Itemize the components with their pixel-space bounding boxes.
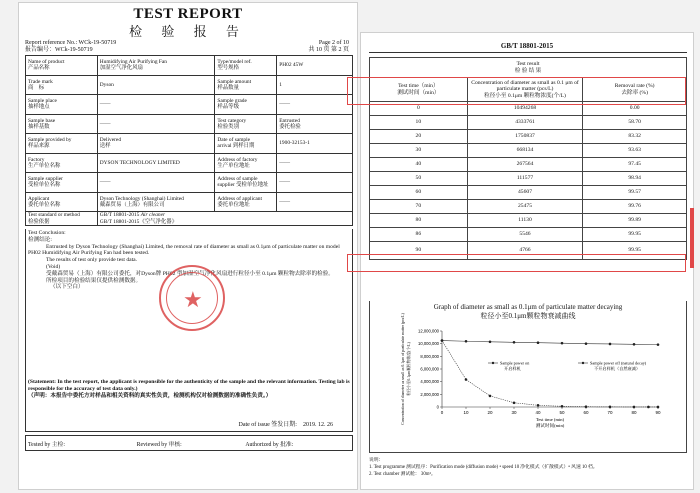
y-tick-label: 0	[436, 404, 439, 410]
series-line-0	[442, 341, 658, 407]
y-axis-label-cn: 粒径小至0.1μm颗粒物浓度(个/L)	[407, 342, 411, 396]
series-0-point	[465, 378, 468, 381]
series-1-point	[609, 343, 612, 346]
x-axis-label: Test time (min)	[535, 417, 565, 422]
header-test-time: Test time（min） 测试时间（min）	[370, 78, 468, 102]
report-title: TEST REPORT	[133, 6, 243, 22]
series-1-point	[561, 342, 564, 345]
series-1-point	[513, 341, 516, 344]
report-info-row: Factory 生产单位名称 DYSON TECHNOLOGY LIMITED Address of factory 生产单位地址 ——	[26, 153, 353, 173]
report-info-row: Name of product 产品名称 Humidifying Air Purifying Fan 加湿空气净化风扇 Type/model ref. 型号规格 PH02 45W	[26, 56, 353, 76]
authorized-by: Authorized by 批准:	[245, 441, 294, 448]
series-0-point	[489, 395, 492, 398]
series-0-point	[657, 406, 660, 409]
standard-row: Test standard or method 检验依据 GB/T 18801-2015 Air cleaner GB/T 18801-2015《空气净化器》	[26, 212, 353, 226]
series-0-point	[537, 404, 540, 407]
result-row: 0 10494268 0.00	[370, 102, 687, 116]
series-0-point	[633, 406, 636, 409]
header-divider	[369, 52, 687, 53]
y-tick-label: 2,000,000	[420, 391, 439, 397]
x-tick-label: 30	[511, 410, 517, 415]
series-1-point	[465, 340, 468, 343]
result-row: 70 25475 99.76	[370, 200, 687, 214]
result-row: 86 5546 99.95	[370, 228, 687, 242]
official-seal-stamp: ★	[159, 265, 225, 331]
page-number: Page 2 of 10 共 10 页 第 2 页	[308, 40, 349, 53]
legend-label-cn-0: 开启样机	[504, 366, 521, 371]
legend-label-1: Sample power off (natural decay)	[590, 360, 647, 366]
tested-by: Tested by 主检:	[28, 441, 65, 448]
standard-header: GB/T 18801-2015	[500, 42, 554, 50]
result-row: 90 4766 99.95	[370, 242, 687, 260]
conclusion-en-2: The results of test only provide test data.	[46, 257, 138, 264]
y-tick-label: 10,000,000	[418, 341, 439, 347]
legend-label-cn-1: 不开启样机（自然衰减）	[594, 366, 641, 371]
void-cn: （以下空白）	[50, 284, 84, 291]
x-tick-label: 40	[535, 410, 541, 415]
y-tick-label: 4,000,000	[420, 379, 439, 385]
issue-date: Date of issue 签发日期: 2019. 12. 26	[238, 422, 333, 428]
chart-title: Graph of diameter as small as 0.1μm of particulate matter decaying 粒径小至0.1μm颗粒物衰减曲线	[433, 303, 623, 320]
x-tick-label: 70	[607, 410, 613, 415]
conclusion-label: Test Conclusion: 检测结论:	[28, 230, 66, 243]
decay-plot	[370, 301, 688, 453]
report-info-table	[25, 55, 353, 226]
legend-marker-0	[492, 362, 494, 364]
report-title-cn: 检 验 报 告	[129, 24, 247, 39]
x-axis-label-cn: 测试时间(min)	[535, 423, 565, 428]
y-tick-label: 8,000,000	[420, 353, 439, 359]
result-row: 40 267564 97.45	[370, 158, 687, 172]
series-0-point	[647, 406, 650, 409]
x-tick-label: 50	[559, 410, 565, 415]
series-1-point	[489, 340, 492, 343]
statement-en: (Statement: In the test report, the applicant is responsible for the authenticity of the sample and the relevant information. Testing lab is responsible for the accuracy of test data only.)	[28, 379, 350, 392]
y-tick-label: 6,000,000	[420, 366, 439, 372]
signature-row	[25, 435, 353, 451]
conclusion-cn-2: 所检项目的检验结果仅提供检测数据。	[46, 277, 142, 284]
report-reference: Report reference No.: WCk-19-50719 报告编号：WCk-19-50719	[25, 40, 117, 53]
result-row: 10 4333761 58.70	[370, 116, 687, 130]
result-row: 30 668134 93.63	[370, 144, 687, 158]
conclusion-en: Entrusted by Dyson Technology (Shanghai) Limited, the removal rate of diameter as small as 0.1μm of particulate matter on model PH02 Humidifying Air Purifying Fan had been tested.	[28, 243, 340, 257]
series-1-point	[633, 343, 636, 346]
result-caption-row: Test result 检 验 结 果	[370, 58, 687, 78]
conclusion-cn: 受戴森贸易（上海）有限公司委托，对Dyson牌 PH02 型加湿空气净化风扇进行粒径小至 0.1μm 颗粒物去除率的检验。	[46, 270, 334, 277]
report-info-row: Sample place 抽样地点 —— Sample grade 样品等级 ——	[26, 95, 353, 115]
decay-graph	[369, 301, 687, 453]
y-tick-label: 12,000,000	[418, 328, 439, 334]
y-axis-label: Concentration of diameter as small as 0.1μm of particulate matter (pcs/L)	[401, 313, 405, 425]
series-line-1	[442, 341, 658, 345]
edge-red-mark	[690, 208, 694, 268]
series-1-point	[537, 341, 540, 344]
notes: 说明： 1. Test programme 测试程序：Purification mode (diffusion mode) • speed 10 净化模式（扩散模式）• 风速 10 档。 2. Test chamber 测试舱： 30m³。	[369, 458, 598, 477]
header-concentration: Concentration of diameter as small as 0.1 μm of particulate matter (pcs/L) 粒径小至 0.1μm 颗粒物浓度(个/L)	[467, 78, 583, 102]
report-info-row: Sample base 抽样基数 —— Test category 检验类别 Entrusted 委托检验	[26, 114, 353, 134]
report-info-row: Sample supplier 受检单位名称 —— Address of sample supplier 受检单位地址 ——	[26, 173, 353, 193]
reviewed-by: Reviewed by 审核:	[136, 441, 182, 448]
legend-marker-1	[582, 362, 584, 364]
x-tick-label: 90	[655, 410, 661, 415]
x-tick-label: 80	[631, 410, 637, 415]
series-0-point	[561, 405, 564, 408]
void-en: (Void)	[46, 263, 61, 270]
legend-label-0: Sample power on	[500, 360, 530, 366]
result-row: 20 1750837 83.32	[370, 130, 687, 144]
series-0-point	[585, 405, 588, 408]
header-highlight-box	[347, 77, 686, 105]
report-info-row: Sample provided by 样品来源 Delivered 送样 Date of sample arrival 到样日期 1900-32153-1	[26, 134, 353, 154]
series-1-point	[657, 343, 660, 346]
series-1-point	[585, 342, 588, 345]
x-tick-label: 60	[583, 410, 589, 415]
series-0-point	[609, 406, 612, 409]
report-info-row: Applicant 委托单位名称 Dyson Technology (Shanghai) Limited 戴森贸易（上海）有限公司 Address of applicant 委托单位地址 ——	[26, 192, 353, 212]
series-1-point	[441, 339, 444, 342]
test-report-page	[18, 2, 358, 490]
result-row: 60 45607 99.57	[370, 186, 687, 200]
row-90-highlight-box	[347, 254, 686, 272]
x-tick-label: 10	[463, 410, 469, 415]
x-tick-label: 20	[487, 410, 493, 415]
statement-cn: （声明：本报告中委托方对样品和相关资料的真实性负责，检测机构仅对检测数据的准确性负责。）	[28, 392, 272, 399]
result-row: 50 111577 98.94	[370, 172, 687, 186]
series-0-point	[513, 401, 516, 404]
x-tick-label: 0	[440, 410, 444, 415]
report-info-row: Trade mark 商 标 Dyson Sample amount 样品数量 1	[26, 75, 353, 95]
result-row: 80 11130 99.89	[370, 214, 687, 228]
header-removal-rate: Removal rate (%) 去除率 (%)	[583, 78, 687, 102]
